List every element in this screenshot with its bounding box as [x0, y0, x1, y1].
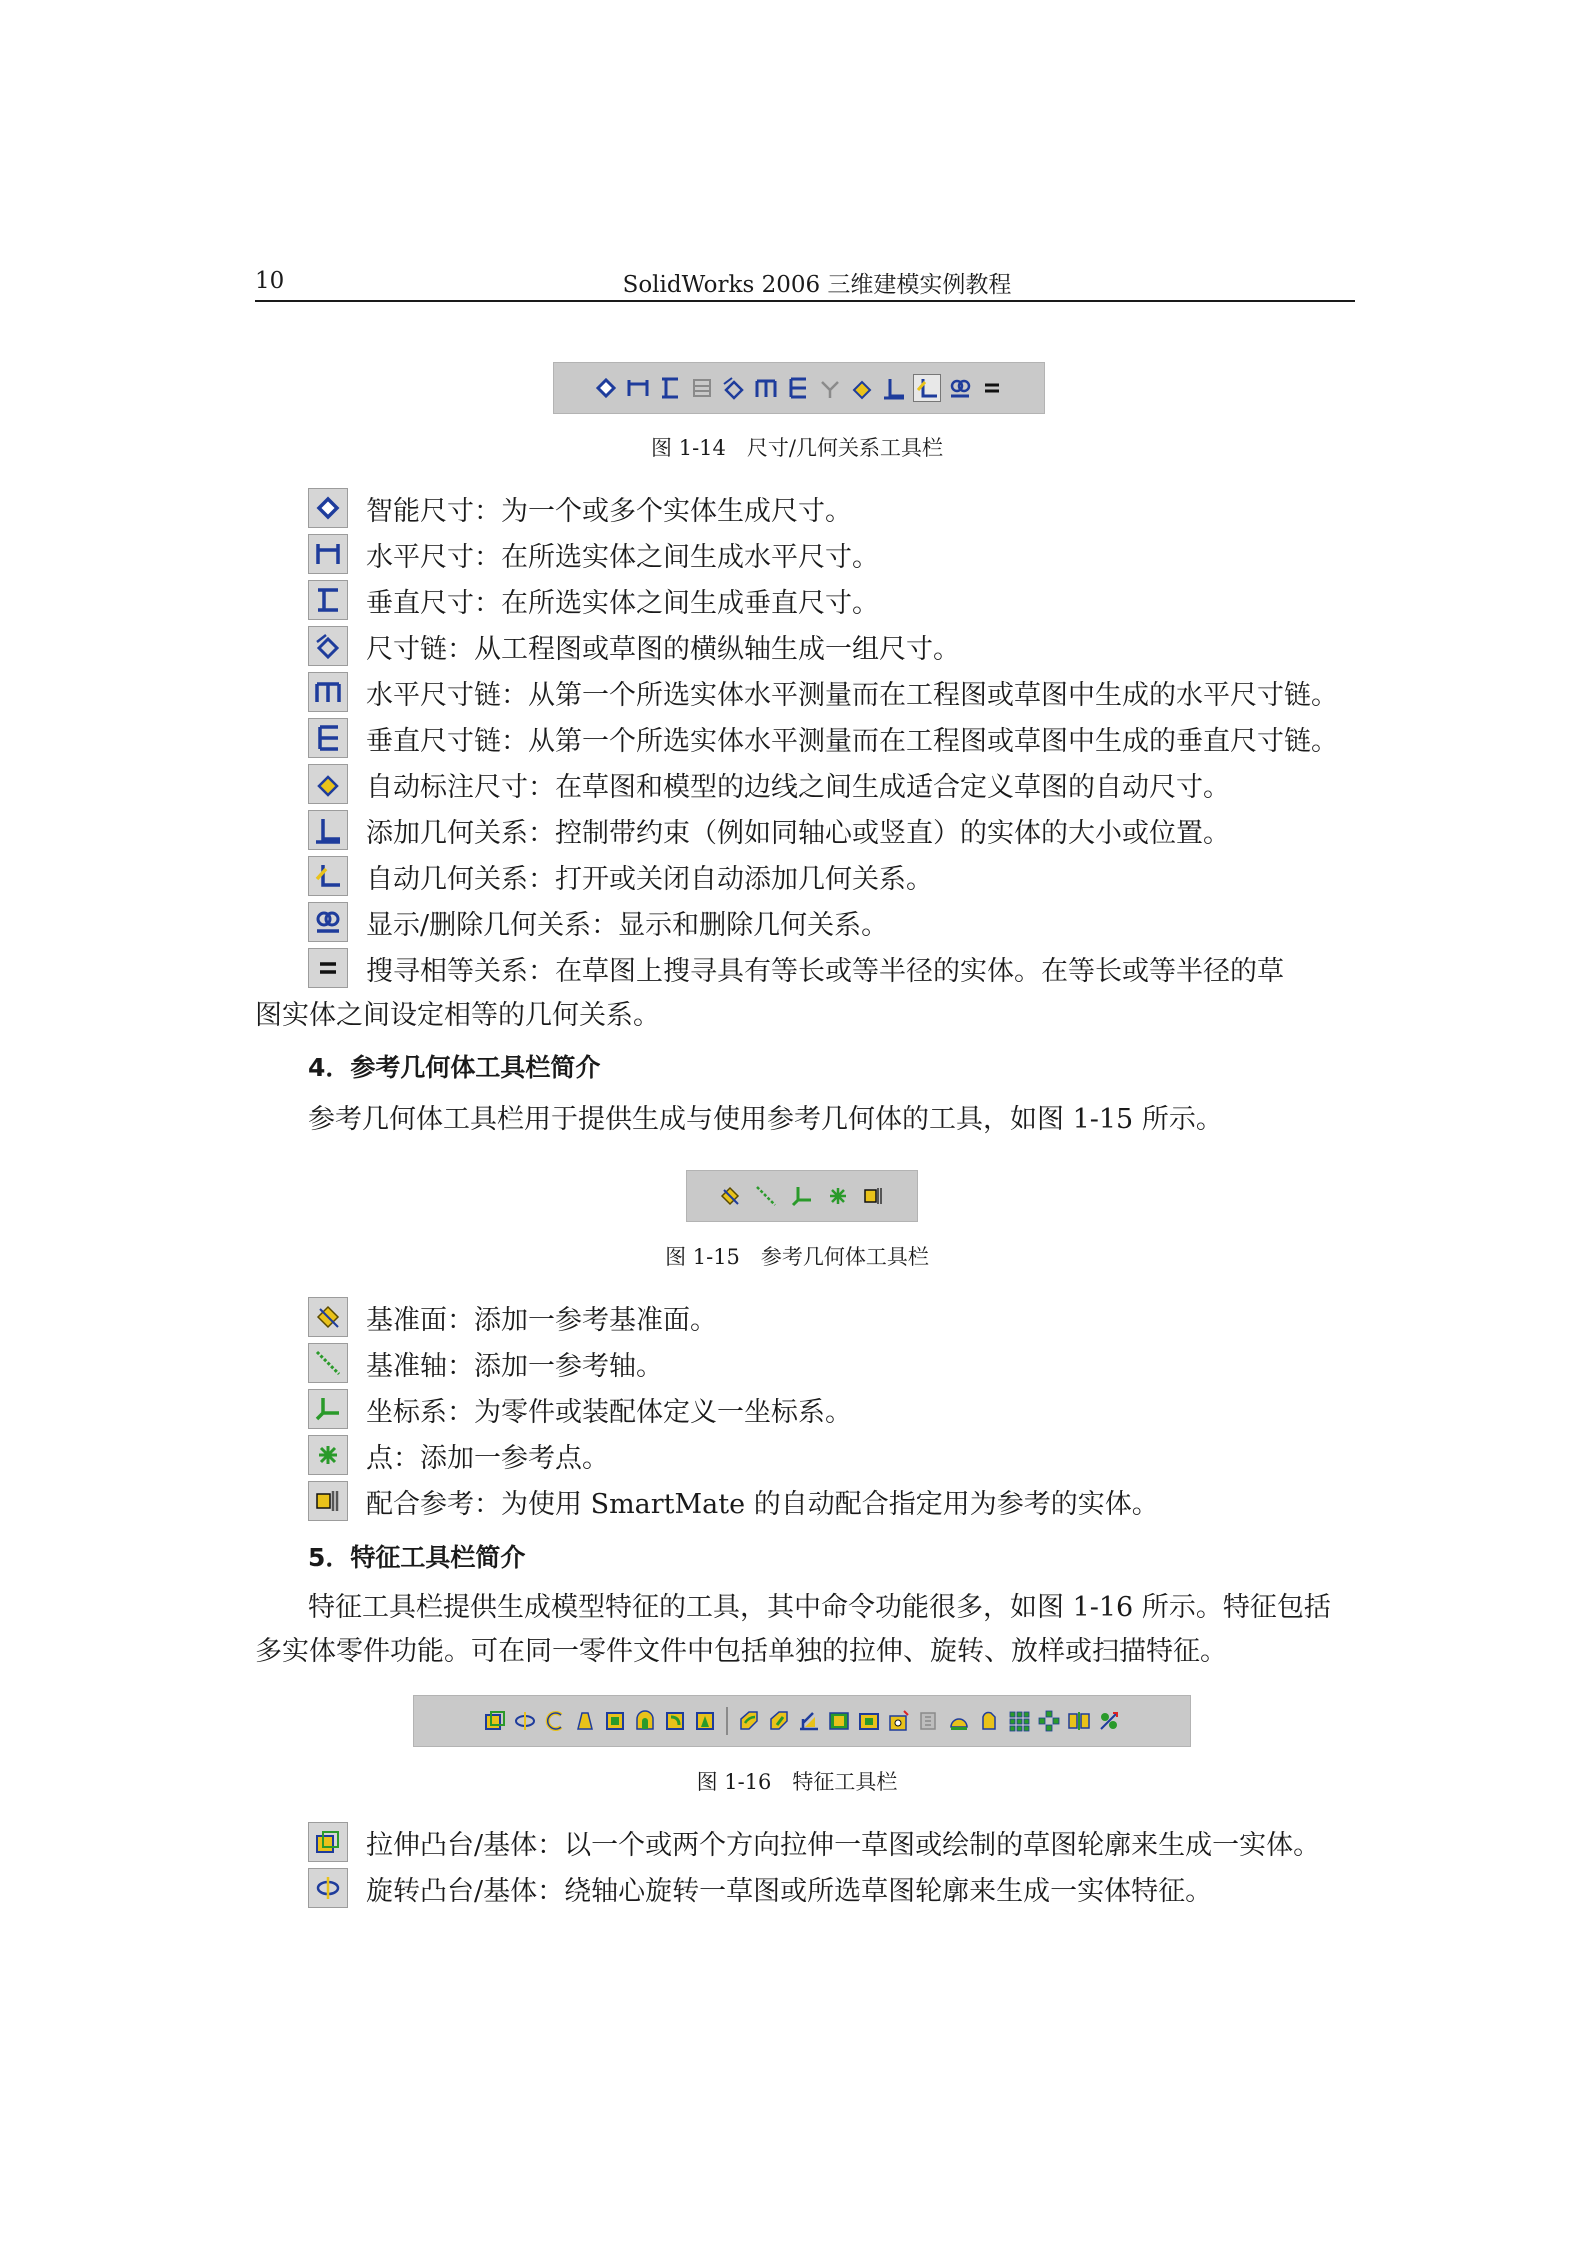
page-number: 10	[255, 268, 285, 294]
list-item: 搜寻相等关系：在草图上搜寻具有等长或等半径的实体。在等长或等半径的草	[308, 948, 1284, 988]
list-item: 基准面：添加一参考基准面。	[308, 1297, 717, 1337]
list-item: 自动几何关系：打开或关闭自动添加几何关系。	[308, 856, 933, 896]
axis-icon	[308, 1343, 348, 1383]
smart-dimension-icon[interactable]	[593, 375, 619, 401]
pattern-driven-icon[interactable]	[1096, 1708, 1122, 1734]
swept-cut-icon[interactable]	[662, 1708, 688, 1734]
section-paragraph-line: 特征工具栏提供生成模型特征的工具，其中命令功能很多，如图 1-16 所示。特征包括	[308, 1592, 1331, 1623]
fillet-icon[interactable]	[736, 1708, 762, 1734]
point-icon[interactable]	[825, 1183, 851, 1209]
horizontal-dimension-icon	[308, 534, 348, 574]
dome-icon[interactable]	[946, 1708, 972, 1734]
coordinate-system-icon	[308, 1389, 348, 1429]
draft-icon[interactable]	[856, 1708, 882, 1734]
vertical-chain-icon[interactable]	[785, 375, 811, 401]
lofted-cut-icon[interactable]	[692, 1708, 718, 1734]
display-delete-relations-icon[interactable]	[947, 375, 973, 401]
ordinate-icon[interactable]	[817, 375, 843, 401]
horizontal-dimension-icon[interactable]	[625, 375, 651, 401]
chamfer-icon[interactable]	[766, 1708, 792, 1734]
vertical-chain-icon	[308, 718, 348, 758]
mirror-icon[interactable]	[1066, 1708, 1092, 1734]
auto-dimension-icon[interactable]	[849, 375, 875, 401]
figure-1-14-caption: 图 1-14 尺寸/几何关系工具栏	[651, 436, 943, 460]
list-item: 添加几何关系：控制带约束（例如同轴心或竖直）的实体的大小或位置。	[308, 810, 1230, 850]
reference-geometry-toolbar	[686, 1170, 918, 1222]
auto-relation-icon[interactable]	[913, 374, 941, 402]
display-delete-relations-icon	[308, 902, 348, 942]
auto-relation-icon	[308, 856, 348, 896]
axis-icon[interactable]	[753, 1183, 779, 1209]
dimension-relations-toolbar	[553, 362, 1045, 414]
list-item: 坐标系：为零件或装配体定义一坐标系。	[308, 1389, 852, 1429]
coordinate-system-icon[interactable]	[789, 1183, 815, 1209]
mate-reference-icon[interactable]	[861, 1183, 887, 1209]
vertical-dimension-icon[interactable]	[657, 375, 683, 401]
circular-pattern-icon[interactable]	[1036, 1708, 1062, 1734]
rib-icon[interactable]	[796, 1708, 822, 1734]
revolved-boss-icon[interactable]	[512, 1708, 538, 1734]
list-item: 点：添加一参考点。	[308, 1435, 609, 1475]
dimension-chain-icon[interactable]	[721, 375, 747, 401]
plane-icon	[308, 1297, 348, 1337]
section-heading: 4．参考几何体工具栏简介	[308, 1053, 601, 1082]
section-paragraph-line: 多实体零件功能。可在同一零件文件中包括单独的拉伸、旋转、放样或扫描特征。	[255, 1636, 1227, 1667]
horizontal-chain-icon[interactable]	[753, 375, 779, 401]
toolbar-separator	[726, 1707, 728, 1735]
section-heading: 5．特征工具栏简介	[308, 1543, 526, 1572]
paragraph-continuation: 图实体之间设定相等的几何关系。	[255, 1000, 660, 1031]
extruded-cut-icon[interactable]	[602, 1708, 628, 1734]
list-item: 水平尺寸链：从第一个所选实体水平测量而在工程图或草图中生成的水平尺寸链。	[308, 672, 1338, 712]
find-equal-icon	[308, 948, 348, 988]
find-equal-icon[interactable]	[979, 375, 1005, 401]
revolved-boss-icon	[308, 1868, 348, 1908]
baseline-dimension-icon[interactable]	[689, 375, 715, 401]
features-toolbar	[413, 1695, 1191, 1747]
list-item: 垂直尺寸：在所选实体之间生成垂直尺寸。	[308, 580, 879, 620]
extruded-boss-icon	[308, 1822, 348, 1862]
list-item: 基准轴：添加一参考轴。	[308, 1343, 663, 1383]
linear-pattern-icon[interactable]	[1006, 1708, 1032, 1734]
hole-wizard-icon[interactable]	[886, 1708, 912, 1734]
list-item: 水平尺寸：在所选实体之间生成水平尺寸。	[308, 534, 879, 574]
list-item: 尺寸链：从工程图或草图的横纵轴生成一组尺寸。	[308, 626, 960, 666]
point-icon	[308, 1435, 348, 1475]
scale-icon[interactable]	[916, 1708, 942, 1734]
vertical-dimension-icon	[308, 580, 348, 620]
add-relation-icon	[308, 810, 348, 850]
dimension-chain-icon	[308, 626, 348, 666]
list-item: 智能尺寸：为一个或多个实体生成尺寸。	[308, 488, 852, 528]
section-intro: 参考几何体工具栏用于提供生成与使用参考几何体的工具，如图 1-15 所示。	[308, 1104, 1223, 1135]
horizontal-chain-icon	[308, 672, 348, 712]
header-rule	[255, 300, 1355, 302]
list-item: 拉伸凸台/基体：以一个或两个方向拉伸一草图或绘制的草图轮廓来生成一实体。	[308, 1822, 1320, 1862]
plane-icon[interactable]	[717, 1183, 743, 1209]
revolved-cut-icon[interactable]	[632, 1708, 658, 1734]
list-item: 自动标注尺寸：在草图和模型的边线之间生成适合定义草图的自动尺寸。	[308, 764, 1230, 804]
list-item: 显示/删除几何关系：显示和删除几何关系。	[308, 902, 888, 942]
lofted-boss-icon[interactable]	[572, 1708, 598, 1734]
list-item: 垂直尺寸链：从第一个所选实体水平测量而在工程图或草图中生成的垂直尺寸链。	[308, 718, 1338, 758]
list-item: 旋转凸台/基体：绕轴心旋转一草图或所选草图轮廓来生成一实体特征。	[308, 1868, 1212, 1908]
shell-icon[interactable]	[826, 1708, 852, 1734]
extruded-boss-icon[interactable]	[482, 1708, 508, 1734]
smart-dimension-icon	[308, 488, 348, 528]
swept-boss-icon[interactable]	[542, 1708, 568, 1734]
running-title: SolidWorks 2006 三维建模实例教程	[622, 272, 1012, 298]
mate-reference-icon	[308, 1481, 348, 1521]
figure-1-16-caption: 图 1-16 特征工具栏	[696, 1770, 898, 1794]
list-item: 配合参考：为使用 SmartMate 的自动配合指定用为参考的实体。	[308, 1481, 1159, 1521]
figure-1-15-caption: 图 1-15 参考几何体工具栏	[665, 1245, 929, 1269]
add-relation-icon[interactable]	[881, 375, 907, 401]
auto-dimension-icon	[308, 764, 348, 804]
freeform-icon[interactable]	[976, 1708, 1002, 1734]
